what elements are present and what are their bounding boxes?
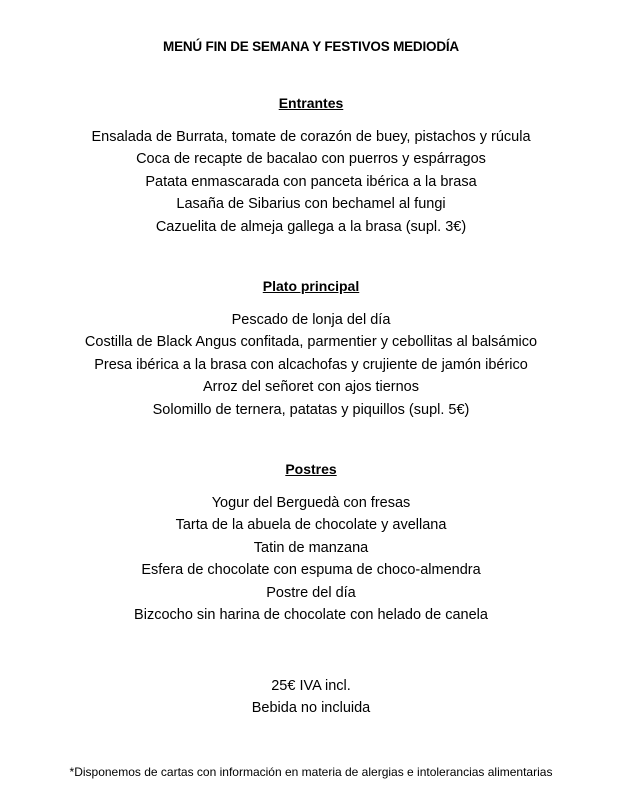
allergy-footnote: *Disponemos de cartas con información en materia de alergias e intolerancias alimentarias <box>69 765 553 779</box>
section-postres <box>0 458 622 626</box>
price-text: 25€ IVA incl. <box>271 678 351 694</box>
list-item: Patata enmascarada con panceta ibérica a la brasa <box>145 173 477 190</box>
drinks-note: Bebida no incluida <box>251 700 371 717</box>
plato-principal-list <box>0 309 622 421</box>
section-heading-postres: Postres <box>285 461 337 477</box>
section-heading-plato-principal: Plato principal <box>262 278 360 294</box>
list-item: Arroz del señoret con ajos tiernos <box>203 379 419 396</box>
list-item: Coca de recapte de bacalao con puerros y espárragos <box>136 151 486 168</box>
entrantes-list <box>0 126 622 238</box>
list-item: Yogur del Berguedà con fresas <box>211 495 411 511</box>
section-entrantes <box>0 92 622 238</box>
list-item: Tarta de la abuela de chocolate y avellana <box>175 517 447 534</box>
list-item: Presa ibérica a la brasa con alcachofas y crujiente de jamón ibérico <box>94 356 528 373</box>
section-heading-entrantes: Entrantes <box>278 95 344 111</box>
list-item: Lasaña de Sibarius con bechamel al fungi <box>176 196 446 213</box>
postres-list <box>0 492 622 626</box>
list-item: Bizcocho sin harina de chocolate con helado de canela <box>134 606 488 623</box>
list-item: Solomillo de ternera, patatas y piquillos (supl. 5€) <box>152 401 470 418</box>
section-plato-principal <box>0 275 622 421</box>
list-item: Pescado de lonja del día <box>231 312 391 328</box>
list-item: Cazuelita de almeja gallega a la brasa (supl. 3€) <box>155 218 467 235</box>
list-item: Postre del día <box>266 584 356 601</box>
list-item: Esfera de chocolate con espuma de choco-almendra <box>141 562 481 579</box>
page-title: MENÚ FIN DE SEMANA Y FESTIVOS MEDIODÍA <box>163 39 459 54</box>
list-item: Tatin de manzana <box>253 539 369 556</box>
price-block <box>0 675 622 720</box>
list-item: Ensalada de Burrata, tomate de corazón de buey, pistachos y rúcula <box>91 129 531 145</box>
list-item: Costilla de Black Angus confitada, parmentier y cebollitas al balsámico <box>84 334 538 351</box>
